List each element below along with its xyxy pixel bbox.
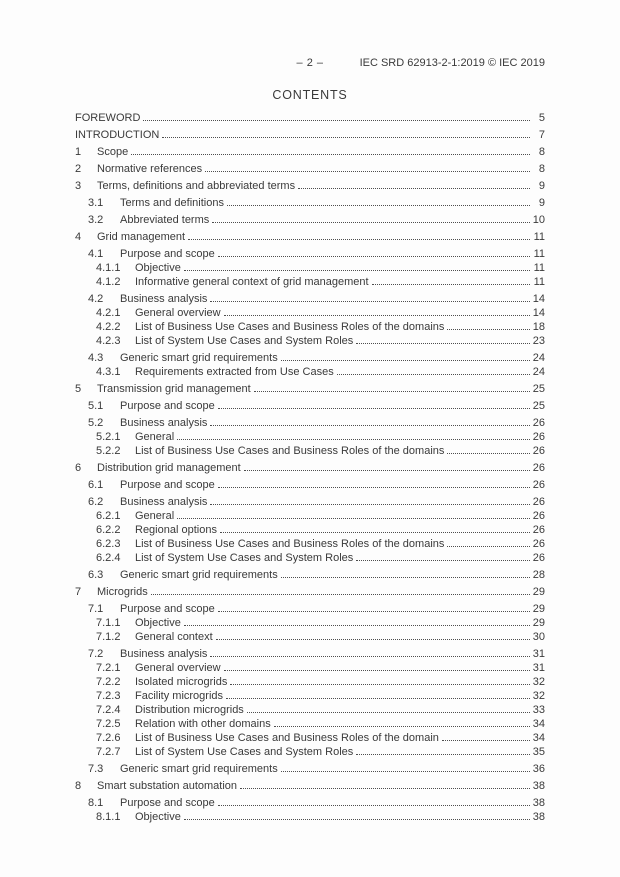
toc-leader-dots: [218, 610, 530, 612]
page-number-marker: – 2 –: [296, 57, 324, 69]
toc-entry-page: 32: [532, 690, 545, 702]
toc-entry-page: 38: [532, 811, 545, 823]
toc-entry-number: 7.2.7: [96, 746, 121, 758]
toc-entry-label: Objective: [135, 811, 181, 823]
toc-row: [75, 617, 545, 630]
toc-entry-page: 32: [532, 676, 545, 688]
toc-entry-number: 6: [75, 462, 82, 474]
toc-entry-page: 11: [533, 231, 545, 243]
toc-entry-label: Purpose and scope: [120, 248, 215, 260]
toc-entry-label: Purpose and scope: [120, 797, 215, 809]
toc-entry-label: Business analysis: [120, 496, 208, 508]
toc-entry-page: 26: [532, 510, 545, 522]
toc-row: [75, 248, 545, 261]
toc-entry-label: Business analysis: [120, 417, 208, 429]
toc-leader-dots: [218, 486, 530, 488]
toc-entry-number: 4.2: [88, 293, 104, 305]
toc-entry-label: General: [135, 431, 175, 443]
toc-entry-label: List of Business Use Cases and Business Roles of the domains: [135, 321, 445, 333]
toc-entry-label: Generic smart grid requirements: [120, 352, 278, 364]
toc-entry-number: 7.1.2: [96, 631, 121, 643]
toc-row: [75, 552, 545, 565]
toc-row: [75, 631, 545, 644]
toc-row: [75, 811, 545, 824]
toc-entry-label: Scope: [97, 146, 129, 158]
toc-entry-number: 7.1: [88, 603, 104, 615]
toc-leader-dots: [281, 576, 530, 578]
toc-entry-number: 8.1: [88, 797, 104, 809]
toc-leader-dots: [184, 818, 530, 820]
toc-entry-page: 34: [532, 732, 545, 744]
toc-leader-dots: [356, 559, 530, 561]
toc-leader-dots: [210, 424, 530, 426]
toc-row: [75, 417, 545, 430]
toc-entry-number: 7.2.2: [96, 676, 121, 688]
toc-entry-page: 25: [532, 383, 545, 395]
toc-row: [75, 676, 545, 689]
toc-leader-dots: [224, 669, 530, 671]
toc-entry-page: 8: [538, 146, 545, 158]
toc-entry-number: 7: [75, 586, 82, 598]
toc-entry-number: 7.2.3: [96, 690, 121, 702]
toc-leader-dots: [244, 469, 530, 471]
toc-row: [75, 321, 545, 334]
toc-entry-label: Distribution microgrids: [135, 704, 244, 716]
toc-entry-label: General overview: [135, 662, 221, 674]
toc-entry-page: 23: [532, 335, 545, 347]
toc-entry-page: 29: [532, 603, 545, 615]
toc-entry-page: 11: [533, 276, 545, 288]
toc-leader-dots: [281, 359, 530, 361]
toc-row: [75, 662, 545, 675]
toc-leader-dots: [143, 119, 530, 121]
toc-entry-page: 38: [532, 797, 545, 809]
toc-entry-number: 7.2.6: [96, 732, 121, 744]
toc-entry-label: General context: [135, 631, 213, 643]
toc-entry-number: 7.2.1: [96, 662, 121, 674]
toc-entry-page: 7: [538, 129, 545, 141]
toc-entry-page: 8: [538, 163, 545, 175]
toc-entry-number: 3.2: [88, 214, 104, 226]
toc-leader-dots: [227, 204, 530, 206]
toc-leader-dots: [218, 407, 530, 409]
toc-entry-number: 5.2: [88, 417, 104, 429]
toc-entry-page: 34: [532, 718, 545, 730]
toc-leader-dots: [356, 753, 530, 755]
toc-entry-label: Objective: [135, 262, 181, 274]
toc-entry-label: Terms and definitions: [120, 197, 224, 209]
toc-entry-page: 30: [532, 631, 545, 643]
toc-entry-label: Objective: [135, 617, 181, 629]
toc-entry-page: 11: [533, 248, 545, 260]
toc-row: [75, 383, 545, 396]
toc-entry-label: Grid management: [97, 231, 186, 243]
toc-row: [75, 746, 545, 759]
toc-leader-dots: [337, 373, 530, 375]
toc-entry-label: Distribution grid management: [97, 462, 241, 474]
toc-leader-dots: [372, 283, 530, 285]
toc-entry-page: 33: [532, 704, 545, 716]
toc-entry-label: FOREWORD: [75, 112, 141, 124]
toc-entry-label: INTRODUCTION: [75, 129, 160, 141]
toc-entry-label: Normative references: [97, 163, 203, 175]
toc-entry-label: Relation with other domains: [135, 718, 271, 730]
toc-leader-dots: [218, 804, 530, 806]
toc-entry-number: 4.3: [88, 352, 104, 364]
toc-entry-number: 4.1: [88, 248, 104, 260]
toc-entry-number: 1: [75, 146, 82, 158]
toc-leader-dots: [240, 787, 530, 789]
toc-leader-dots: [230, 683, 530, 685]
toc-row: [75, 648, 545, 661]
toc-row: [75, 479, 545, 492]
toc-entry-page: 9: [538, 180, 545, 192]
toc-entry-page: 31: [532, 662, 545, 674]
toc-entry-label: List of Business Use Cases and Business Roles of the domains: [135, 445, 445, 457]
toc-entry-page: 26: [532, 496, 545, 508]
toc-leader-dots: [210, 655, 530, 657]
toc-entry-label: Purpose and scope: [120, 400, 215, 412]
toc-row: [75, 262, 545, 275]
toc-leader-dots: [220, 531, 530, 533]
toc-entry-label: Regional options: [135, 524, 217, 536]
toc-row: [75, 129, 545, 142]
toc-leader-dots: [188, 238, 530, 240]
toc-entry-number: 4.3.1: [96, 366, 121, 378]
toc-leader-dots: [212, 221, 530, 223]
toc-entry-page: 26: [532, 417, 545, 429]
toc-entry-page: 26: [532, 462, 545, 474]
toc-entry-label: Business analysis: [120, 293, 208, 305]
toc-entry-number: 7.3: [88, 763, 104, 775]
toc-entry-page: 31: [532, 648, 545, 660]
toc-entry-number: 4.2.3: [96, 335, 121, 347]
toc-row: [75, 690, 545, 703]
toc-row: [75, 496, 545, 509]
toc-row: [75, 307, 545, 320]
toc-leader-dots: [442, 739, 530, 741]
toc-row: [75, 538, 545, 551]
toc-entry-page: 14: [532, 293, 545, 305]
toc-entry-page: 26: [532, 524, 545, 536]
toc-entry-number: 3: [75, 180, 82, 192]
toc-entry-page: 28: [532, 569, 545, 581]
document-reference: IEC SRD 62913-2-1:2019 © IEC 2019: [359, 57, 545, 69]
toc-entry-label: List of Business Use Cases and Business Roles of the domains: [135, 538, 445, 550]
toc-leader-dots: [218, 255, 530, 257]
toc-leader-dots: [254, 390, 530, 392]
toc-entry-page: 26: [532, 552, 545, 564]
toc-entry-number: 8.1.1: [96, 811, 121, 823]
toc-entry-label: Smart substation automation: [97, 780, 238, 792]
toc-entry-label: Terms, definitions and abbreviated terms: [97, 180, 296, 192]
toc-row: [75, 524, 545, 537]
toc-entry-number: 3.1: [88, 197, 104, 209]
toc-entry-page: 26: [532, 445, 545, 457]
toc-leader-dots: [184, 624, 530, 626]
toc-entry-label: Transmission grid management: [97, 383, 251, 395]
toc-leader-dots: [247, 711, 530, 713]
toc-entry-number: 6.2.2: [96, 524, 121, 536]
toc-row: [75, 763, 545, 776]
toc-row: [75, 462, 545, 475]
toc-leader-dots: [226, 697, 530, 699]
toc-entry-label: Generic smart grid requirements: [120, 763, 278, 775]
toc-entry-page: 26: [532, 431, 545, 443]
toc-entry-number: 7.1.1: [96, 617, 121, 629]
toc-row: [75, 197, 545, 210]
toc-entry-number: 7.2.4: [96, 704, 121, 716]
toc-entry-page: 24: [532, 366, 545, 378]
toc-entry-label: Purpose and scope: [120, 603, 215, 615]
toc-entry-number: 4.1.2: [96, 276, 121, 288]
toc-entry-number: 8: [75, 780, 82, 792]
toc-entry-label: Informative general context of grid management: [135, 276, 369, 288]
toc-entry-page: 5: [538, 112, 545, 124]
toc-entry-label: Microgrids: [97, 586, 148, 598]
toc-leader-dots: [224, 314, 530, 316]
page-header: [0, 57, 620, 71]
toc-entry-number: 7.2: [88, 648, 104, 660]
toc-entry-page: 24: [532, 352, 545, 364]
toc-row: [75, 510, 545, 523]
toc-entry-number: 6.2: [88, 496, 104, 508]
toc-entry-label: Abbreviated terms: [120, 214, 210, 226]
toc-leader-dots: [205, 170, 530, 172]
toc-entry-page: 36: [532, 763, 545, 775]
toc-row: [75, 366, 545, 379]
toc-entry-number: 4: [75, 231, 82, 243]
toc-entry-page: 14: [532, 307, 545, 319]
toc-entry-page: 35: [532, 746, 545, 758]
toc-row: [75, 431, 545, 444]
toc-row: [75, 146, 545, 159]
toc-row: [75, 586, 545, 599]
toc-leader-dots: [177, 438, 530, 440]
toc-row: [75, 180, 545, 193]
toc-entry-number: 4.2.2: [96, 321, 121, 333]
toc-entry-label: Facility microgrids: [135, 690, 224, 702]
toc-leader-dots: [131, 153, 530, 155]
toc-row: [75, 400, 545, 413]
toc-entry-page: 29: [532, 617, 545, 629]
toc-entry-label: General: [135, 510, 175, 522]
toc-leader-dots: [210, 503, 530, 505]
toc-entry-number: 6.3: [88, 569, 104, 581]
toc-entry-page: 26: [532, 479, 545, 491]
toc-entry-label: List of Business Use Cases and Business Roles of the domain: [135, 732, 439, 744]
toc-entry-page: 38: [532, 780, 545, 792]
toc-row: [75, 797, 545, 810]
toc-entry-number: 5: [75, 383, 82, 395]
toc-row: [75, 276, 545, 289]
toc-row: [75, 704, 545, 717]
toc-entry-number: 6.2.1: [96, 510, 121, 522]
contents-title: CONTENTS: [272, 88, 348, 102]
toc-entry-label: Isolated microgrids: [135, 676, 228, 688]
toc-entry-number: 6.2.4: [96, 552, 121, 564]
toc-leader-dots: [216, 638, 530, 640]
toc-row: [75, 569, 545, 582]
toc-leader-dots: [162, 136, 530, 138]
toc-entry-number: 6.2.3: [96, 538, 121, 550]
toc-leader-dots: [151, 593, 530, 595]
toc-row: [75, 214, 545, 227]
toc-row: [75, 335, 545, 348]
toc-row: [75, 732, 545, 745]
toc-row: [75, 112, 545, 125]
toc-entry-number: 5.1: [88, 400, 104, 412]
toc-entry-number: 2: [75, 163, 82, 175]
toc-entry-page: 9: [538, 197, 545, 209]
toc-entry-label: General overview: [135, 307, 221, 319]
toc-entry-number: 4.2.1: [96, 307, 121, 319]
toc-row: [75, 445, 545, 458]
toc-row: [75, 293, 545, 306]
toc-list: [75, 112, 545, 824]
toc-entry-number: 4.1.1: [96, 262, 121, 274]
toc-entry-label: Purpose and scope: [120, 479, 215, 491]
toc-leader-dots: [447, 452, 530, 454]
toc-entry-page: 10: [532, 214, 545, 226]
toc-entry-label: Generic smart grid requirements: [120, 569, 278, 581]
toc-leader-dots: [210, 300, 530, 302]
toc-row: [75, 163, 545, 176]
toc-leader-dots: [274, 725, 530, 727]
toc-entry-number: 6.1: [88, 479, 104, 491]
toc-entry-page: 18: [532, 321, 545, 333]
toc-entry-label: List of System Use Cases and System Roles: [135, 746, 354, 758]
toc-leader-dots: [447, 328, 530, 330]
toc-leader-dots: [177, 517, 530, 519]
toc-row: [75, 603, 545, 616]
toc-entry-number: 5.2.2: [96, 445, 121, 457]
toc-entry-label: Business analysis: [120, 648, 208, 660]
toc-row: [75, 718, 545, 731]
toc-leader-dots: [356, 342, 530, 344]
toc-entry-label: Requirements extracted from Use Cases: [135, 366, 334, 378]
toc-row: [75, 780, 545, 793]
toc-row: [75, 231, 545, 244]
toc-entry-page: 26: [532, 538, 545, 550]
toc-leader-dots: [281, 770, 530, 772]
toc-entry-page: 29: [532, 586, 545, 598]
toc-entry-label: List of System Use Cases and System Roles: [135, 552, 354, 564]
toc-row: [75, 352, 545, 365]
toc-leader-dots: [298, 187, 530, 189]
toc-entry-label: List of System Use Cases and System Roles: [135, 335, 354, 347]
toc-entry-number: 5.2.1: [96, 431, 121, 443]
toc-entry-page: 25: [532, 400, 545, 412]
toc-entry-page: 11: [533, 262, 545, 274]
toc-leader-dots: [184, 269, 530, 271]
toc-leader-dots: [447, 545, 530, 547]
toc-entry-number: 7.2.5: [96, 718, 121, 730]
